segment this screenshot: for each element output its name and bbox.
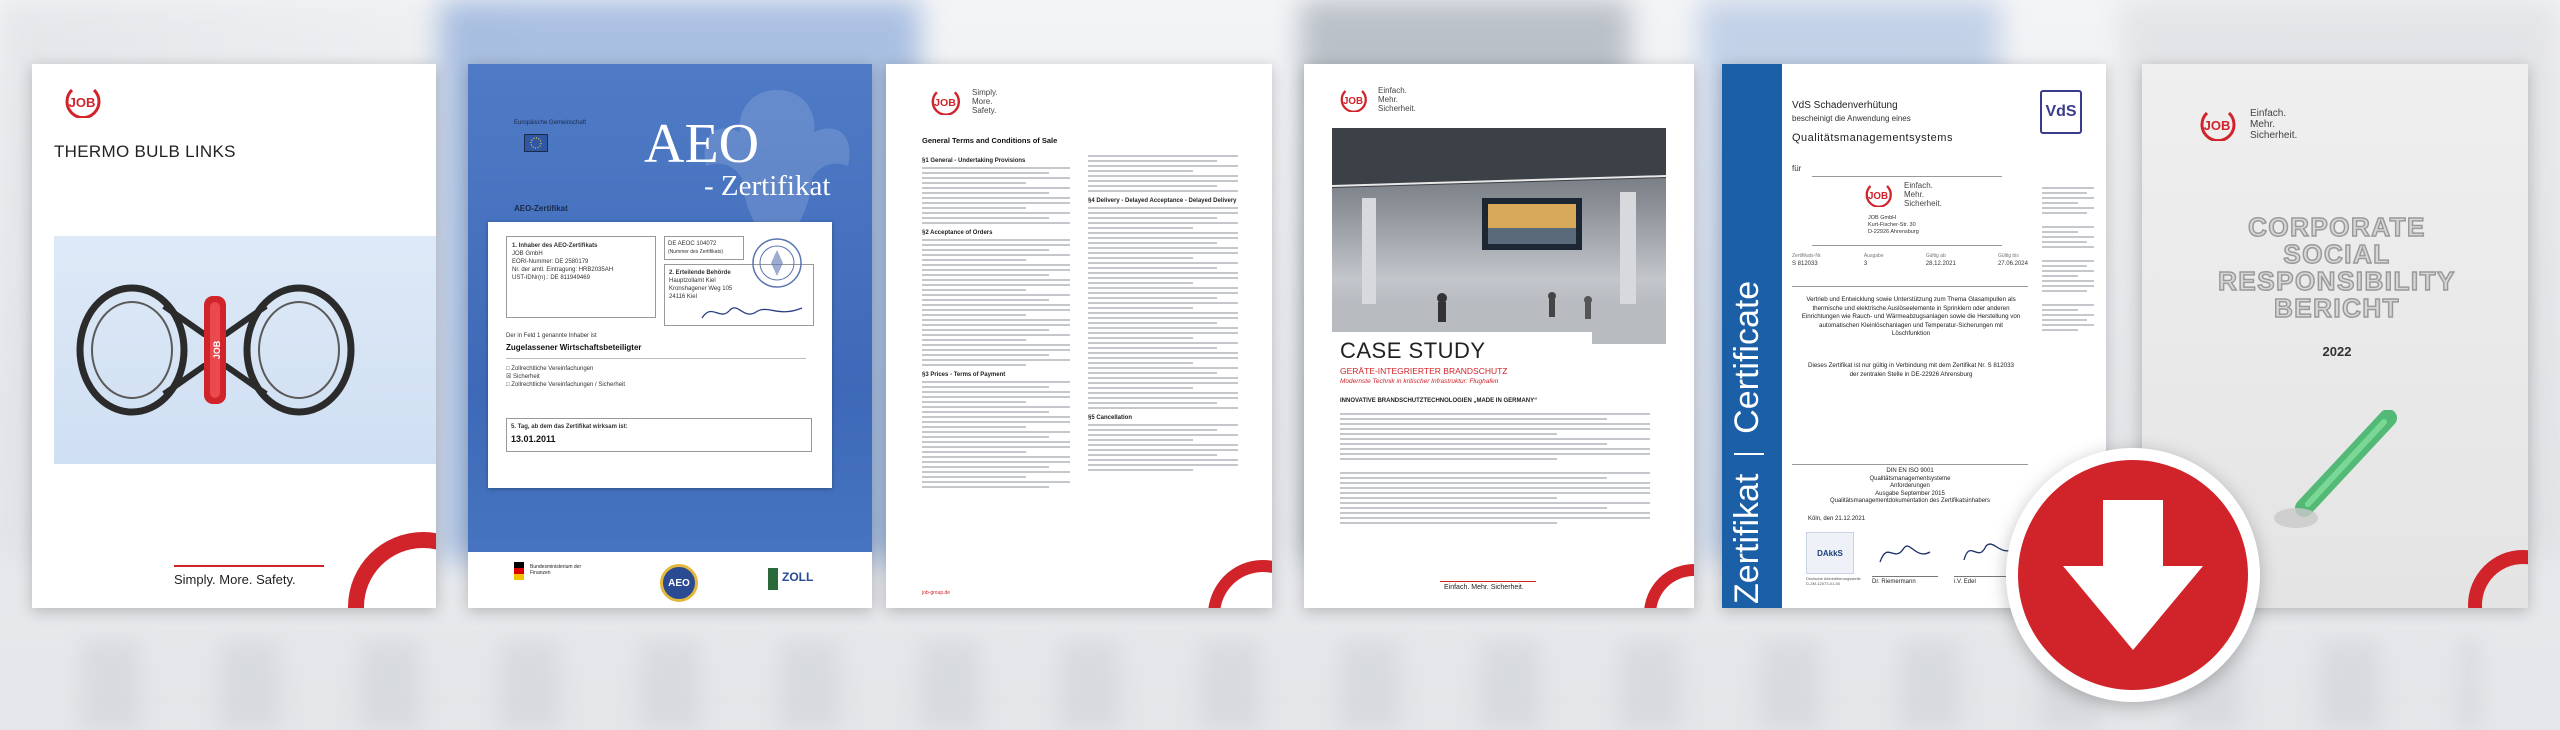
brand-tagline: Einfach. Mehr. Sicherheit.	[1378, 86, 1416, 113]
side-notes	[2042, 184, 2094, 334]
case-study-footer: Einfach. Mehr. Sicherheit.	[1444, 584, 1524, 591]
status-value: Zugelassener Wirtschaftsbeteiligter	[506, 343, 642, 352]
airport-illustration	[1332, 128, 1666, 344]
cert-field: Gültig bis 27.06.2024	[1997, 253, 2028, 267]
zoll-stripe-icon	[768, 568, 778, 590]
aeo-title: AEO	[644, 113, 760, 175]
terms-section-heading: §3 Prices - Terms of Payment	[922, 372, 1006, 378]
tagline: Simply. More. Safety.	[174, 572, 296, 587]
status-intro: Der in Feld 1 genannte Inhaber ist	[506, 333, 597, 339]
cert-field: Ausgabe 3	[1863, 253, 1884, 267]
signer-one: Dr. Riemermann	[1872, 579, 1916, 585]
svg-text:JOB: JOB	[68, 95, 96, 110]
standard-block: DIN EN ISO 9001 Qualitätsmanagementsysteme Anforderungen Ausgabe September 2015 Qualitätsmanagementdokumentation des Zertifikatsinhabers	[1829, 468, 1991, 504]
system-title: Qualitätsmanagementsystems	[1792, 132, 1953, 144]
job-logo	[2188, 108, 2297, 141]
zoll-logo: ZOLL	[782, 570, 814, 584]
signature-icon	[698, 298, 808, 326]
cert-number: DE AEOC 104072	[668, 241, 717, 247]
job-logo	[1332, 86, 1416, 113]
brand-curve	[2468, 550, 2528, 608]
airport-photo	[1332, 128, 1666, 344]
signer-two: i.V. Edel	[1954, 579, 1976, 585]
certificate-heading: AEO-Zertifikat	[514, 204, 568, 213]
brand-curve	[1644, 564, 1694, 608]
holder-line: EORI-Nummer: DE 2580179	[512, 259, 589, 265]
job-logo-icon	[1332, 88, 1374, 112]
case-study-intro: INNOVATIVE BRANDSCHUTZTECHNOLOGIEN „MADE IN GERMANY“	[1340, 398, 1538, 404]
case-study-heading: CASE STUDY	[1340, 338, 1486, 363]
company-block	[1812, 176, 2002, 246]
cert-number-note: (Nummer des Zertifikats)	[668, 249, 724, 255]
case-study-subheading: GERÄTE-INTEGRIERTER BRANDSCHUTZ	[1340, 366, 1508, 376]
bulb-link-illustration	[54, 236, 436, 464]
svg-text:JOB: JOB	[1342, 95, 1364, 107]
terms-section-heading: §4 Delivery - Delayed Acceptance - Delayed Delivery	[1088, 198, 1237, 204]
aeo-subtitle: - Zertifikat	[704, 170, 831, 202]
cert-field: Gültig ab 28.12.2021	[1925, 253, 1956, 267]
download-button[interactable]	[2006, 448, 2260, 702]
document-title: THERMO BULB LINKS	[54, 142, 236, 161]
holder-line: Nr. der amtl. Eintragung: HRB2035AH	[512, 267, 614, 273]
for-label: für	[1792, 164, 1802, 173]
document-case-study[interactable]	[1304, 64, 1694, 608]
brand-curve	[348, 532, 436, 608]
certificate-validity: Dieses Zertifikat ist nur gültig in Verbindung mit dem Zertifikat Nr. S 812033 der zentralen Stelle in DE-22926 Ahrensburg	[1808, 362, 2014, 378]
authority-line: Hauptzollamt Kiel	[669, 278, 716, 284]
terms-column-left	[922, 152, 1070, 491]
case-study-titlebox	[1332, 332, 1592, 391]
issuer: VdS Schadenverhütung	[1792, 100, 1898, 111]
job-logo	[1856, 181, 1942, 208]
checkbox-option: ☒ Sicherheit	[506, 374, 540, 380]
case-study-tagline: Modernste Technik in kritischer Infrastruktur: Flughafen	[1340, 378, 1499, 385]
signatures-icon	[1874, 534, 2024, 570]
company-address: JOB GmbH Kurt-Fischer-Str. 30 D-22926 Ahrensburg	[1868, 215, 1919, 235]
job-logo-icon	[2188, 109, 2246, 141]
brand-curve	[1208, 560, 1272, 608]
terms-section-heading: §1 General - Undertaking Provisions	[922, 158, 1026, 164]
checkbox-option: □ Zollrechtliche Vereinfachungen / Sicherheit	[506, 382, 626, 388]
cert-field: Zertifikats-Nr. S 812033	[1792, 253, 1822, 267]
footer-rule	[174, 565, 324, 567]
effective-date-box	[506, 418, 812, 452]
certificate-sidebar	[1722, 64, 1782, 608]
footer-rule	[1440, 581, 1536, 582]
download-arrow-icon	[2063, 500, 2203, 650]
aeo-logo: AEO	[660, 564, 698, 602]
csr-title: CORPORATE SOCIAL RESPONSIBILITY BERICHT	[2218, 212, 2456, 323]
document-aeo-certificate[interactable]	[468, 64, 872, 608]
eu-flag-icon	[524, 134, 548, 152]
terms-footer: job-group.de	[922, 590, 951, 596]
job-logo	[54, 86, 110, 118]
job-logo	[922, 88, 998, 115]
terms-column-right	[1088, 152, 1238, 474]
vertical-title: Zertifikat Certificate	[1728, 280, 1766, 604]
svg-text:JOB: JOB	[1867, 190, 1889, 202]
holder-line: JOB GmbH	[512, 251, 543, 257]
status-section	[506, 332, 806, 389]
dakks-sub: Deutsche Akkreditierungsstelle D-ZM-12073-01-00	[1806, 576, 1861, 586]
certificate-scope: Vertrieb und Entwicklung sowie Unterstützung zum Thema Glasampullen als thermische und elektrische Auslöseelemente in Sprinklern oder anderen Einrichtungen wie Rauch- und Wärmeabzugsanlagen sowie die Herstellung von automatischen Kleinlöschanlagen und Temperatur-Sicherungen mit Löschfunktion	[1801, 296, 2021, 337]
svg-text:JOB: JOB	[934, 96, 956, 109]
holder-line: UST-IDNr(n).: DE 811949469	[512, 275, 590, 281]
effective-date: 13.01.2011	[511, 434, 556, 444]
checkbox-option: □ Zollrechtliche Vereinfachungen	[506, 366, 594, 372]
union-label: Europäische Gemeinschaft	[514, 120, 587, 126]
authority-label: 2. Erteilende Behörde	[669, 270, 731, 276]
brand-tagline: Simply. More. Safety.	[972, 88, 998, 115]
german-flag-icon	[514, 562, 524, 580]
terms-title: General Terms and Conditions of Sale	[922, 136, 1058, 145]
job-logo-icon	[1856, 183, 1900, 207]
terms-section-heading: §5 Cancellation	[1088, 415, 1133, 421]
svg-text:JOB: JOB	[212, 340, 222, 360]
ministry-label: Bundesministerium der Finanzen	[530, 564, 582, 576]
authority-line: 24116 Kiel	[669, 294, 697, 300]
issuer-sub: bescheinigt die Anwendung eines	[1792, 114, 1911, 123]
holder-box	[506, 236, 656, 318]
authority-line: Kronshagener Weg 105	[669, 286, 733, 292]
place-date: Köln, den 21.12.2021	[1808, 516, 1866, 522]
official-seal-icon	[750, 236, 804, 290]
certificate-fields	[1792, 252, 2028, 268]
csr-year: 2022	[2322, 344, 2352, 359]
svg-text:JOB: JOB	[2203, 117, 2231, 133]
job-logo-icon	[922, 89, 968, 115]
job-logo-icon	[54, 86, 110, 118]
cert-number-box	[664, 236, 744, 260]
brand-tagline: Einfach. Mehr. Sicherheit.	[2250, 108, 2298, 141]
product-photo	[54, 236, 436, 464]
document-terms-conditions[interactable]	[886, 64, 1272, 608]
holder-label: 1. Inhaber des AEO-Zertifikats	[512, 243, 598, 249]
vds-badge: VdS	[2040, 90, 2082, 134]
effective-date-label: 5. Tag, ab dem das Zertifikat wirksam ist:	[511, 424, 628, 430]
dakks-logo: DAkkS	[1806, 532, 1854, 574]
document-thermo-bulb-links[interactable]	[32, 64, 436, 608]
certificate-form	[488, 222, 832, 488]
case-study-body	[1340, 410, 1650, 527]
brand-tagline: Einfach. Mehr. Sicherheit.	[1904, 181, 1942, 208]
glass-bulb-illustration	[2270, 410, 2400, 530]
terms-section-heading: §2 Acceptance of Orders	[922, 230, 993, 236]
